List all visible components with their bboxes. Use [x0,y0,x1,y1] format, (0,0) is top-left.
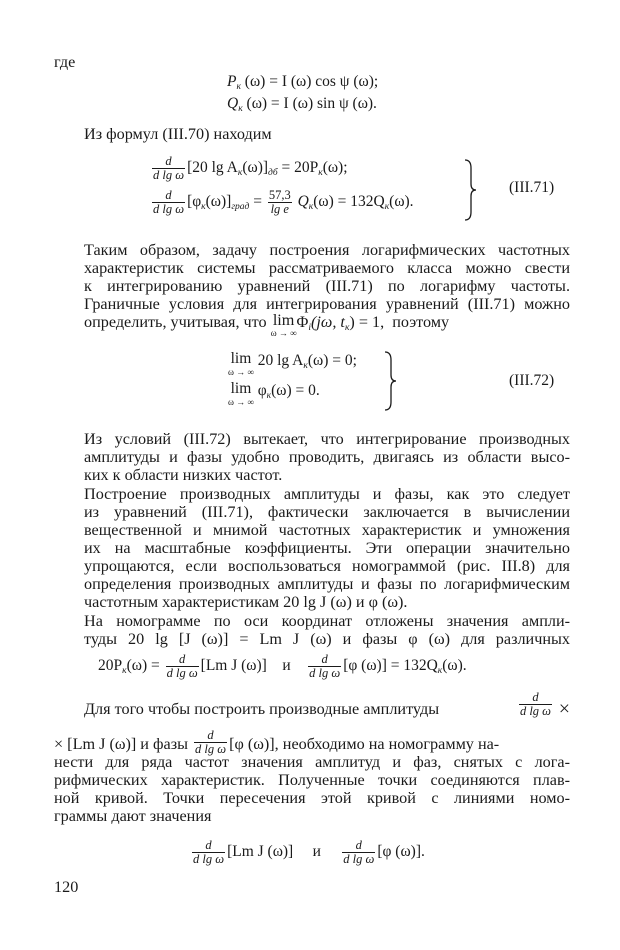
eq-p-rhs: (ω) = I (ω) cos ψ (ω); [244,73,379,90]
eq71-row2-frac2: $\frac{57,3}{\text{lg e}}$ [268,188,291,216]
para5-line2: × [Lm J (ω)] и фазы $\frac{d}{\text{d lg ω}}$ [φ (ω)], необходимо на номограмму на- [54,728,500,756]
para5-line5: ной кривой. Точки пересечения этой кривой с линиями номо- [54,789,570,807]
para3-line7: частотным характеристикам 20 lg J (ω) и φ (ω). [84,593,408,611]
para3-line1: Построение производных амплитуды и фазы, как это следует [84,485,570,503]
para4-line1: На номограмме по оси координат отложены значения ампли- [84,612,570,630]
intro-formulas: Из формул (III.70) находим [84,125,272,143]
para5-line3: нести для ряда частот значения амплитуд и фаз, снятых с лога- [54,753,570,771]
eq71-row1-frac: $\frac{d}{\text{d lg ω}}$ [153,154,185,182]
eq71-number: (III.71) [509,179,555,196]
para5-line1: Для того чтобы построить производные амплитуды $\frac{d}{\text{d lg ω}}$ × [84,690,570,720]
para3-line4: их на масштабные коэффициенты. Эти операции значительно [84,539,570,557]
eq71-row1: $\frac{d}{\text{d lg ω}}$ [20 $\lg A_к(\omega)]_{дб} = 20P_к(\omega)$; [153,154,348,182]
eq-q-rhs: (ω) = I (ω) sin ψ (ω). [246,95,377,112]
eq71-brace [462,158,478,222]
para3-line6: определения производных амплитуды и фазы по логарифмическим [84,575,570,593]
para2-line1: Из условий (III.72) вытекает, что интегрирование производных [84,430,570,448]
eq72-brace [382,350,398,412]
equation-last: $\frac{d}{\text{d lg ω}}$ [Lm J (ω)] и $\frac{d}{\text{d lg ω}}$ [φ (ω)]. [193,838,425,866]
para5-times: × [558,698,570,720]
eq71-row2: $\frac{d}{\text{d lg ω}}$ $[\varphi_к(\omega)]_{град}$ = $\frac{57,3}{\text{lg e}}$ $Q_к(\omega) = 132Q_к(\omega)$. [153,188,414,216]
eq72-row2: lim ω → ∞ $\varphi_к(\omega) = 0$. [228,380,320,407]
para3-line3: вещественной и мнимой частотных характеристик и умножения [84,521,570,539]
para5-frac: $\frac{d}{\text{d lg ω}}$ [519,690,551,718]
para3-line2: из уравнений (III.71), фактически заключается в вычислении [84,503,570,521]
eq-q-symbol: Q [227,95,239,112]
para3-line5: упрощаются, если воспользоваться номограммой (рис. III.8) для [84,557,570,575]
para5-line6: граммы дают значения [54,807,212,825]
equation-q [227,94,377,119]
para1-line5: определить, учитывая, что lim ω → ∞ $\Phi_i(j\omega$, $t_к) = 1$, поэтому [84,311,450,338]
para2-line2: амплитуды и фазы удобно проводить, двигаясь из области высо- [84,448,570,466]
para4-line2: туды 20 lg [J (ω)] = Lm J (ω) и фазы φ (ω) для различных [84,630,570,648]
para1-line1: Таким образом, задачу построения логарифмических частотных [84,241,570,259]
para1-line4: Граничные условия для интегрирования уравнений (III.71) можно [84,295,570,313]
para1-line3: к интегрированию уравнений (III.71) по логарифму частоты. [84,277,570,295]
para5-line4: рифмических характеристик. Полученные точки соединяются плав- [54,771,570,789]
eq72-row1: lim ω → ∞ 20 $\lg A_к(\omega) = 0$; [228,350,357,377]
eq-p-sub: к [236,82,241,92]
eq71-row2-frac: $\frac{d}{\text{d lg ω}}$ [153,188,185,216]
word-gde: где [54,53,76,71]
para1-line2: характеристик системы рассматриваемого класса можно свести [84,259,570,277]
equation-mid: $20P_к(\omega)$ = $\frac{d}{\text{d lg ω}}$ [Lm J (ω)] и $\frac{d}{\text{d lg ω}}$ [φ $(\omega)] = 132Q_к(\omega)$. [98,652,467,680]
page-number: 120 [54,878,79,896]
eq72-number: (III.72) [509,372,555,389]
para1-lim: lim ω → ∞ [270,311,297,338]
para2-line3: ких к области низких частот. [84,466,283,484]
eq-p-symbol: P [227,73,237,90]
eq-q-sub: к [238,104,243,114]
